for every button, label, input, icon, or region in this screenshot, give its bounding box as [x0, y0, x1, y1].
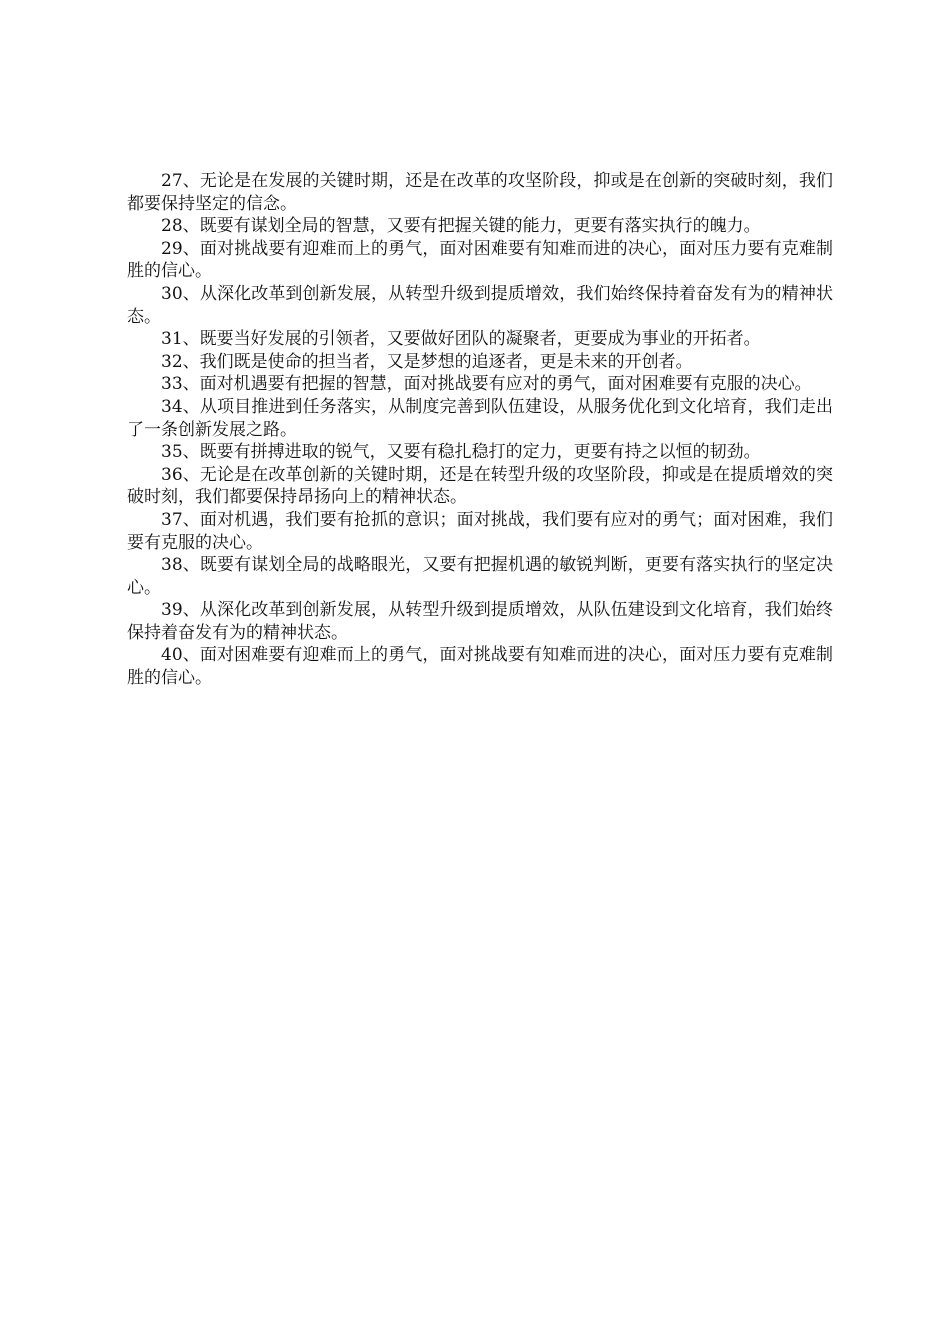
- paragraph-31: 31、既要当好发展的引领者，又要做好团队的凝聚者，更要成为事业的开拓者。: [161, 329, 761, 350]
- paragraph-34: 34、从项目推进到任务落实，从制度完善到队伍建设，从服务优化到文化培育，我们走出了一条创新发展之路。: [127, 396, 833, 440]
- paragraph-30: 30、从深化改革到创新发展，从转型升级到提质增效，我们始终保持着奋发有为的精神状态。: [127, 283, 833, 327]
- paragraph-28: 28、既要有谋划全局的智慧，又要有把握关键的能力，更要有落实执行的魄力。: [161, 216, 761, 237]
- paragraph-32: 32、我们既是使命的担当者，又是梦想的追逐者，更是未来的开创者。: [161, 351, 693, 372]
- paragraph-27: 27、无论是在发展的关键时期，还是在改革的攻坚阶段，抑或是在创新的突破时刻，我们都要保持坚定的信念。: [127, 171, 833, 214]
- paragraph-40: 40、面对困难要有迎难而上的勇气，面对挑战要有知难而进的决心，面对压力要有克难制胜的信心。: [127, 645, 833, 689]
- paragraph-37: 37、面对机遇，我们要有抢抓的意识；面对挑战，我们要有应对的勇气；面对困难，我们要有克服的决心。: [127, 509, 833, 553]
- paragraph-33: 33、面对机遇要有把握的智慧，面对挑战要有应对的勇气，面对困难要有克服的决心。: [161, 374, 812, 395]
- paragraph-39: 39、从深化改革到创新发展，从转型升级到提质增效，从队伍建设到文化培育，我们始终保持着奋发有为的精神状态。: [127, 600, 833, 643]
- paragraph-35: 35、既要有拼搏进取的锐气，又要有稳扎稳打的定力，更要有持之以恒的韧劲。: [161, 442, 761, 463]
- paragraph-36: 36、无论是在改革创新的关键时期，还是在转型升级的攻坚阶段，抑或是在提质增效的突破时刻，我们都要保持昂扬向上的精神状态。: [127, 464, 833, 508]
- paragraph-38: 38、既要有谋划全局的战略眼光，又要有把握机遇的敏锐判断，更要有落实执行的坚定决心。: [127, 555, 833, 598]
- document-body: [127, 170, 833, 690]
- paragraph-29: 29、面对挑战要有迎难而上的勇气，面对困难要有知难而进的决心，面对压力要有克难制胜的信心。: [127, 238, 833, 282]
